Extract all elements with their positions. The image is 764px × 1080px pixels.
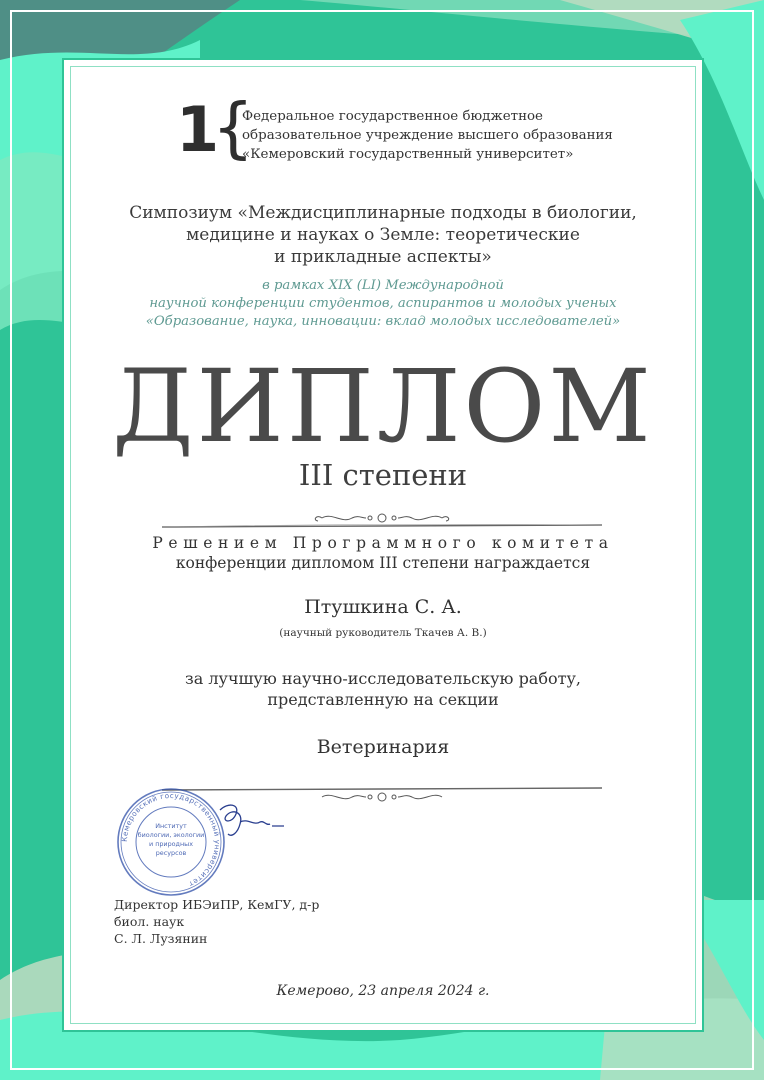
logo-one: 1 [176,93,218,166]
symposium-line: Симпозиум «Междисциплинарные подходы в биологии, [129,203,637,223]
university-line: «Кемеровский государственный университет» [242,147,574,162]
symposium-line: медицине и науках о Земле: теоретические [186,225,580,245]
framework-line: «Образование, наука, инновации: вклад молодых исследователей» [145,314,621,329]
director-line: С. Л. Лузянин [114,931,208,946]
stamp-ring-text: Кемеровский государственный университет [119,790,223,889]
award-reason [90,668,676,710]
stamp-center-line: биологии, экологии [137,831,205,839]
symposium-line: и прикладные аспекты» [274,247,492,267]
director-block [114,896,319,947]
awardee-name: Птушкина С. А. [304,596,462,618]
university-line: Федеральное государственное бюджетное [242,109,543,124]
director-line: биол. наук [114,914,185,929]
director-signature [210,800,290,850]
place-date: Кемерово, 23 апреля 2024 г. [276,983,490,999]
award-reason-line: представленную на секции [267,690,499,709]
section-name: Ветеринария [316,736,450,758]
symposium-title [90,202,676,268]
stamp-center-line: и природных [149,840,193,848]
award-reason-line: за лучшую научно-исследовательскую работу, [185,669,581,688]
scientific-advisor: (научный руководитель Ткачев А. В.) [279,627,487,639]
stamp-center-line: ресурсов [155,849,187,857]
director-line: Директор ИБЭиПР, КемГУ, д-р [114,897,320,912]
diploma-degree: III степени [298,458,468,492]
logo-brace: { [212,89,254,166]
kemsu-logo-icon [176,89,254,167]
conference-framework [90,277,676,331]
university-name [242,107,613,164]
decision-line-2: конференции дипломом III степени награждается [175,554,591,572]
diploma-title: ДИПЛОМ [112,348,654,465]
framework-line: научной конференции студентов, аспирантов и молодых ученых [149,296,617,311]
decision-line-1: Решением Программного комитета [152,534,614,552]
framework-line: в рамках XIX (LI) Международной [262,278,504,293]
university-line: образовательное учреждение высшего образования [242,128,613,143]
stamp-center-line: Институт [155,822,187,830]
ornament-divider-icon [162,512,602,534]
